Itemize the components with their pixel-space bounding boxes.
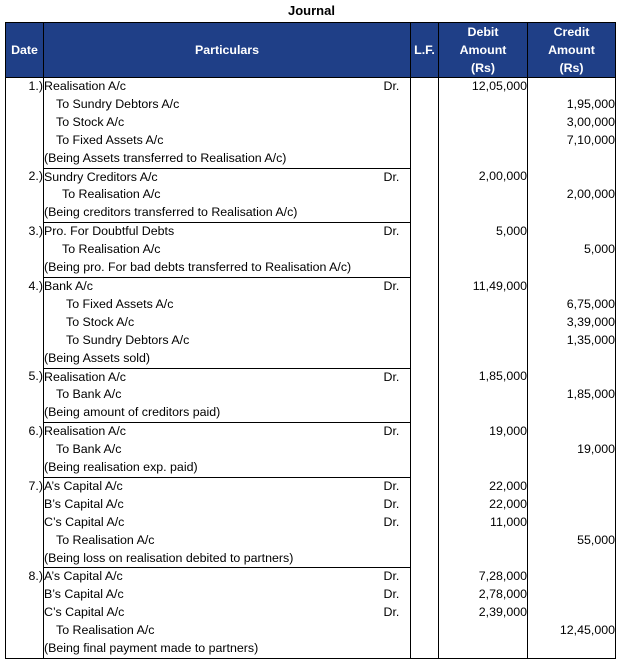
debit-amount: 19,000 (439, 423, 528, 441)
particulars-cell (44, 423, 384, 441)
table-row (6, 550, 616, 568)
debit-amount: 11,000 (439, 514, 528, 532)
entry-date-cell (6, 259, 44, 277)
dr-marker (384, 550, 411, 568)
credit-amount: 3,00,000 (528, 114, 616, 132)
entry-date-cell: 4.) (6, 277, 44, 295)
table-row (6, 514, 616, 532)
particulars-text: (Being Assets sold) (44, 350, 151, 365)
particulars-text: C’s Capital A/c (44, 514, 125, 529)
header-debit (439, 23, 528, 78)
lf-cell (411, 204, 439, 222)
particulars-text: To Bank A/c (56, 442, 122, 457)
particulars-text: To Realisation A/c (62, 187, 161, 202)
credit-amount (528, 78, 616, 96)
particulars-text: Bank A/c (44, 278, 93, 293)
dr-marker (384, 186, 411, 204)
lf-cell (411, 277, 439, 295)
credit-amount: 1,35,000 (528, 332, 616, 350)
particulars-cell (44, 168, 384, 186)
table-row (6, 132, 616, 150)
particulars-cell (44, 441, 384, 459)
credit-amount: 1,85,000 (528, 386, 616, 404)
entry-date-cell (6, 296, 44, 314)
header-credit (528, 23, 616, 78)
particulars-text: To Stock A/c (66, 314, 135, 329)
lf-cell (411, 314, 439, 332)
entry-date-cell (6, 459, 44, 477)
lf-cell (411, 332, 439, 350)
debit-amount: 12,05,000 (439, 78, 528, 96)
particulars-cell (44, 532, 384, 550)
lf-cell (411, 114, 439, 132)
credit-amount (528, 350, 616, 368)
particulars-text: To Fixed Assets A/c (56, 132, 164, 147)
particulars-text: Sundry Creditors A/c (44, 169, 158, 184)
entry-date-cell (6, 241, 44, 259)
lf-cell (411, 296, 439, 314)
debit-amount: 2,78,000 (439, 586, 528, 604)
particulars-cell (44, 586, 384, 604)
table-row (6, 568, 616, 586)
table-row (6, 96, 616, 114)
dr-marker (384, 96, 411, 114)
credit-amount (528, 496, 616, 514)
lf-cell (411, 150, 439, 168)
entry-date-cell: 2.) (6, 168, 44, 186)
credit-amount (528, 259, 616, 277)
lf-cell (411, 604, 439, 622)
particulars-text: To Realisation A/c (56, 623, 155, 638)
entry-date-cell: 3.) (6, 223, 44, 241)
credit-amount: 12,45,000 (528, 622, 616, 640)
entry-date-cell (6, 150, 44, 168)
lf-cell (411, 423, 439, 441)
header-credit-line-2: Amount (548, 43, 595, 57)
particulars-cell (44, 96, 384, 114)
entry-date-cell (6, 132, 44, 150)
debit-amount (439, 386, 528, 404)
header-debit-line-2: Amount (459, 43, 507, 57)
debit-amount (439, 640, 528, 658)
table-row (6, 332, 616, 350)
particulars-text: Realisation A/c (44, 369, 126, 384)
debit-amount (439, 532, 528, 550)
particulars-text: To Bank A/c (56, 387, 122, 402)
lf-cell (411, 550, 439, 568)
particulars-text: To Stock A/c (56, 114, 125, 129)
entry-date-cell (6, 314, 44, 332)
particulars-cell (44, 277, 384, 295)
debit-amount (439, 350, 528, 368)
debit-amount (439, 204, 528, 222)
header-credit-line-1: Credit (553, 25, 590, 39)
journal-body (6, 78, 616, 659)
dr-marker: Dr. (383, 496, 400, 511)
credit-amount (528, 459, 616, 477)
particulars-cell (44, 204, 384, 222)
entry-date-cell (6, 350, 44, 368)
particulars-cell (44, 622, 384, 640)
particulars-cell (44, 386, 384, 404)
dr-marker (384, 404, 411, 422)
credit-amount: 2,00,000 (528, 186, 616, 204)
journal-table (5, 22, 616, 659)
particulars-text: B’s Capital A/c (44, 496, 124, 511)
table-row (6, 259, 616, 277)
particulars-cell (44, 477, 384, 495)
credit-amount (528, 550, 616, 568)
particulars-cell (44, 568, 384, 586)
dr-marker (384, 241, 411, 259)
dr-marker (384, 259, 411, 277)
lf-cell (411, 132, 439, 150)
particulars-text: To Fixed Assets A/c (66, 296, 174, 311)
table-row (6, 423, 616, 441)
header-credit-line-3: (Rs) (559, 61, 584, 75)
entry-date-cell: 1.) (6, 78, 44, 96)
table-row (6, 441, 616, 459)
debit-amount (439, 459, 528, 477)
debit-amount: 2,39,000 (439, 604, 528, 622)
table-row (6, 459, 616, 477)
debit-amount (439, 150, 528, 168)
entry-date-cell (6, 204, 44, 222)
debit-amount: 22,000 (439, 477, 528, 495)
particulars-cell (44, 640, 384, 658)
dr-marker (384, 459, 411, 477)
entry-date-cell (6, 386, 44, 404)
table-header (6, 23, 616, 78)
dr-marker: Dr. (383, 605, 400, 620)
debit-amount: 22,000 (439, 496, 528, 514)
lf-cell (411, 241, 439, 259)
particulars-cell (44, 186, 384, 204)
particulars-text: Realisation A/c (44, 79, 126, 93)
table-row (6, 314, 616, 332)
entry-date-cell (6, 186, 44, 204)
particulars-text: A’s Capital A/c (44, 478, 123, 493)
header-particulars: Particulars (44, 23, 411, 78)
table-row (6, 350, 616, 368)
dr-marker: Dr. (384, 423, 411, 441)
particulars-text: Realisation A/c (44, 424, 126, 439)
particulars-cell (44, 404, 384, 422)
particulars-cell (44, 241, 384, 259)
entry-date-cell (6, 332, 44, 350)
debit-amount (439, 96, 528, 114)
lf-cell (411, 186, 439, 204)
lf-cell (411, 223, 439, 241)
debit-amount: 1,85,000 (439, 368, 528, 386)
credit-amount (528, 223, 616, 241)
header-debit-line-3: (Rs) (470, 61, 496, 75)
dr-marker: Dr. (384, 168, 411, 186)
dr-marker: Dr. (384, 477, 411, 495)
debit-amount (439, 132, 528, 150)
particulars-text: A’s Capital A/c (44, 569, 123, 584)
entry-date-cell (6, 550, 44, 568)
lf-cell (411, 96, 439, 114)
credit-amount (528, 514, 616, 532)
table-row (6, 296, 616, 314)
particulars-cell (44, 296, 384, 314)
table-row (6, 496, 616, 514)
dr-marker (384, 640, 411, 658)
entry-date-cell (6, 622, 44, 640)
debit-amount: 11,49,000 (439, 277, 528, 295)
particulars-cell (44, 314, 384, 332)
credit-amount: 5,000 (528, 241, 616, 259)
credit-amount: 1,95,000 (528, 96, 616, 114)
credit-amount (528, 368, 616, 386)
dr-marker (384, 350, 411, 368)
credit-amount (528, 404, 616, 422)
lf-cell (411, 622, 439, 640)
dr-marker: Dr. (384, 78, 411, 96)
credit-amount: 19,000 (528, 441, 616, 459)
particulars-text: B’s Capital A/c (44, 587, 124, 602)
particulars-text: (Being creditors transferred to Realisation A/c) (44, 205, 298, 220)
particulars-text: C’s Capital A/c (44, 605, 125, 620)
header-lf: L.F. (411, 23, 439, 78)
entry-date-cell (6, 604, 44, 622)
lf-cell (411, 404, 439, 422)
particulars-text: To Sundry Debtors A/c (56, 96, 180, 111)
dr-marker: Dr. (384, 223, 411, 241)
particulars-cell (44, 496, 384, 514)
table-row (6, 223, 616, 241)
particulars-cell (44, 259, 384, 277)
credit-amount (528, 168, 616, 186)
particulars-text: To Sundry Debtors A/c (66, 332, 190, 347)
particulars-text: To Realisation A/c (62, 242, 161, 257)
lf-cell (411, 350, 439, 368)
particulars-cell (44, 132, 384, 150)
table-row (6, 532, 616, 550)
credit-amount (528, 604, 616, 622)
table-row (6, 604, 616, 622)
dr-marker (384, 132, 411, 150)
debit-amount: 5,000 (439, 223, 528, 241)
header-date: Date (6, 23, 44, 78)
lf-cell (411, 459, 439, 477)
particulars-cell (44, 368, 384, 386)
entry-date-cell (6, 514, 44, 532)
debit-amount (439, 241, 528, 259)
debit-amount (439, 550, 528, 568)
entry-date-cell (6, 532, 44, 550)
table-row (6, 622, 616, 640)
debit-amount (439, 314, 528, 332)
debit-amount (439, 296, 528, 314)
credit-amount: 55,000 (528, 532, 616, 550)
page-title: Journal (288, 3, 335, 18)
credit-amount (528, 277, 616, 295)
credit-amount (528, 640, 616, 658)
entry-date-cell: 7.) (6, 477, 44, 495)
particulars-cell (44, 550, 384, 568)
dr-marker (384, 441, 411, 459)
dr-marker (384, 114, 411, 132)
dr-marker: Dr. (383, 587, 400, 602)
dr-marker (384, 296, 411, 314)
entry-date-cell (6, 441, 44, 459)
particulars-text: Pro. For Doubtful Debts (44, 224, 175, 239)
particulars-text: (Being final payment made to partners) (44, 641, 259, 656)
debit-amount (439, 622, 528, 640)
lf-cell (411, 368, 439, 386)
table-row (6, 241, 616, 259)
header-debit-line-1: Debit (467, 25, 499, 39)
dr-marker: Dr. (384, 277, 411, 295)
particulars-text: (Being loss on realisation debited to partners) (44, 550, 294, 565)
table-row (6, 368, 616, 386)
entry-date-cell (6, 496, 44, 514)
table-row (6, 150, 616, 168)
lf-cell (411, 259, 439, 277)
dr-marker (384, 532, 411, 550)
entry-date-cell (6, 96, 44, 114)
dr-marker: Dr. (384, 568, 411, 586)
debit-amount (439, 259, 528, 277)
particulars-text: (Being pro. For bad debts transferred to Realisation A/c) (44, 260, 352, 275)
debit-amount: 2,00,000 (439, 168, 528, 186)
dr-marker (384, 622, 411, 640)
dr-marker (384, 150, 411, 168)
credit-amount (528, 477, 616, 495)
lf-cell (411, 78, 439, 96)
dr-marker (384, 314, 411, 332)
lf-cell (411, 496, 439, 514)
debit-amount: 7,28,000 (439, 568, 528, 586)
table-row (6, 386, 616, 404)
entry-date-cell (6, 586, 44, 604)
particulars-cell (44, 604, 384, 622)
lf-cell (411, 168, 439, 186)
debit-amount (439, 186, 528, 204)
lf-cell (411, 477, 439, 495)
particulars-cell (44, 514, 384, 532)
credit-amount (528, 204, 616, 222)
entry-date-cell (6, 114, 44, 132)
dr-marker (384, 204, 411, 222)
credit-amount (528, 150, 616, 168)
debit-amount (439, 332, 528, 350)
particulars-text: (Being amount of creditors paid) (44, 405, 221, 420)
lf-cell (411, 568, 439, 586)
credit-amount (528, 423, 616, 441)
entry-date-cell (6, 640, 44, 658)
credit-amount (528, 586, 616, 604)
particulars-cell (44, 114, 384, 132)
dr-marker: Dr. (383, 514, 400, 529)
table-row (6, 204, 616, 222)
particulars-cell (44, 332, 384, 350)
table-row (6, 168, 616, 186)
particulars-cell (44, 459, 384, 477)
particulars-text: (Being realisation exp. paid) (44, 460, 198, 475)
lf-cell (411, 586, 439, 604)
credit-amount: 6,75,000 (528, 296, 616, 314)
entry-date-cell: 6.) (6, 423, 44, 441)
particulars-cell (44, 78, 384, 96)
debit-amount (439, 404, 528, 422)
lf-cell (411, 441, 439, 459)
table-row (6, 277, 616, 295)
table-row (6, 640, 616, 658)
particulars-cell (44, 223, 384, 241)
entry-date-cell: 8.) (6, 568, 44, 586)
table-row (6, 186, 616, 204)
particulars-cell (44, 150, 384, 168)
lf-cell (411, 640, 439, 658)
particulars-text: (Being Assets transferred to Realisation A/c) (44, 150, 287, 165)
table-row (6, 114, 616, 132)
credit-amount: 7,10,000 (528, 132, 616, 150)
dr-marker: Dr. (384, 368, 411, 386)
dr-marker (384, 332, 411, 350)
particulars-cell (44, 350, 384, 368)
debit-amount (439, 441, 528, 459)
table-row (6, 586, 616, 604)
table-row (6, 78, 616, 96)
lf-cell (411, 386, 439, 404)
lf-cell (411, 532, 439, 550)
dr-marker (384, 386, 411, 404)
credit-amount (528, 568, 616, 586)
entry-date-cell: 5.) (6, 368, 44, 386)
debit-amount (439, 114, 528, 132)
credit-amount: 3,39,000 (528, 314, 616, 332)
particulars-text: To Realisation A/c (56, 532, 155, 547)
lf-cell (411, 514, 439, 532)
table-row (6, 477, 616, 495)
table-row (6, 404, 616, 422)
entry-date-cell (6, 404, 44, 422)
